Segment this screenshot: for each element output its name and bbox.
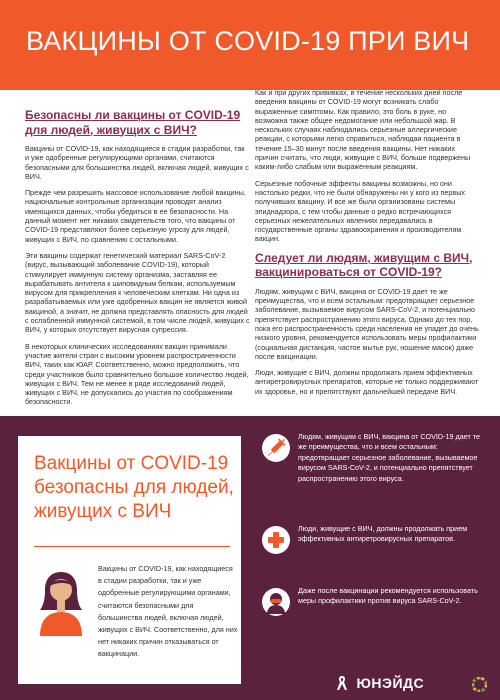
header-banner [0, 0, 500, 90]
panel-item-text: Даже после вакцинации рекомендуется использовать меры профилактики против вируса SARS-CoV-2. [298, 586, 478, 606]
unaids-logo [334, 674, 424, 694]
right-paragraph: Людям, живущим с ВИЧ, вакцина от COVID-19 дает те же преимущества, что и всем остальным: предотвращает серьезное заболевание, вызываемое вирусом SARS-CoV-2, и потенциально препятствует распространению этого вируса. Однако до тех пор, пока его распространенность среди населения не упадет до очень низкого уровня, рекомендуется использовать меры профилактики (социальная дистанция, частое мытье рук, ношение масок) даже после вакцинации. [255, 286, 479, 361]
summary-headline: Вакцины от COVID-19 безопасны для людей, живущих с ВИЧ [34, 453, 234, 522]
left-paragraph: Прежде чем разрешить массовое использование любой вакцины, национальные контрольные организации проводят анализ имеющихся данных, чтобы убедиться в ее безопасности. На данный момент нет никаких свидетельств того, что вакцины от COVID-19 представляют более серьезную угрозу для людей, живущих с ВИЧ, по сравнению с остальными. [25, 188, 246, 244]
summary-panel [0, 416, 500, 700]
panel-item [262, 432, 482, 512]
left-column [25, 108, 250, 414]
right-paragraph: Серьезные побочные эффекты вакцины возможны, но они настолько редки, что не были обнаружены ни у кого из первых получивших вакцину. И все же были организованы системы эпиднадзора, с тем чтобы данные о редко встречающихся серьезных нежелательных явлениях передавались в государственные органы здравоохранения и производителям вакцин. [255, 178, 465, 244]
panel-item [262, 586, 482, 626]
left-heading: Безопасны ли вакцины от COVID-19 для людей, живущих с ВИЧ? [25, 108, 241, 137]
page-title: ВАКЦИНЫ ОТ COVID-19 ПРИ ВИЧ [26, 26, 470, 56]
right-heading: Следует ли людям, живущим с ВИЧ, вакцинироваться от COVID-19? [255, 250, 473, 280]
right-paragraph: Люди, живущие с ВИЧ, должны продолжать прием эффективных антиретровирусных препаратов, которые не только поддерживают их здоровье, но и препятствуют дальнейшей передаче ВИЧ. [255, 368, 479, 396]
left-paragraph: Вакцины от COVID-19, как находящиеся в стадии разработки, так и уже одобренные регулирующими органами, считаются безопасными для большинства людей, включая людей, живущих с ВИЧ. [25, 144, 249, 181]
panel-item-text: Людям, живущим с ВИЧ, вакцина от COVID-19 дает те же преимущества, что и всем остальным: предотвращает серьезное заболевание, вызываемое вирусом SARS-CoV-2, и потенциально препятствует распространению этого вируса. [298, 432, 480, 483]
ribbon-icon [334, 675, 350, 691]
woman-icon [32, 566, 90, 636]
right-column [255, 88, 480, 403]
panel-item-text: Люди, живущие с ВИЧ, должны продолжать прием эффективных антиретровирусных препаратов. [298, 524, 468, 544]
divider [34, 546, 230, 547]
sdg-wheel-icon [472, 677, 487, 692]
panel-item [262, 524, 482, 574]
summary-card [18, 436, 241, 684]
left-paragraph: Эти вакцины содержат генетический материал SARS-CoV-2 (вирус, вызывающий заболевание COVID-19), который стимулирует иммунную систему организма, заставляя ее вырабатывать антитела к шиповидным белкам, используемым вирусом для прикрепления к человеческим клеткам. Ни одна из разрабатываемых или уже одобренных вакцин не является живой вакциной, а значит, не должна представлять опасность для людей с ослабленной иммунной системой, в том числе людей, живущих с ВИЧ, у которых отсутствует вирусная супрессия. [25, 250, 250, 335]
summary-text: Вакцины от COVID-19, как находящиеся в стадии разработки, так и уже одобренные регулирующими органами, считаются безопасными для большинства людей, включая людей, живущих с ВИЧ. Соответственно, для них нет никаких причин отказываться от вакцинации. [98, 564, 238, 659]
syringe-icon [262, 434, 290, 462]
pills-icon [262, 526, 290, 554]
right-paragraph: Как и при других прививках, в течение нескольких дней после введения вакцины от COVID-19 могут возникать слабо выраженные симптомы. Как правило, это боль в руке, но возможна также общее недомогание или небольшой жар. В нескольких случаях наблюдались серьезные аллергические реакции, с которыми легко справиться, наблюдая пациента в течение 15–30 минут после введения вакцины. Нет никаких причин считать, что люди, живущие с ВИЧ, больше подвержены каким-либо слабым или выраженным реакциям. [255, 88, 471, 172]
logo-wordmark: ЮНЭЙДС [356, 674, 425, 691]
left-paragraph: В некоторых клинических исследованиях вакцин принимали участие жители стран с высоким уровнем распространенности ВИЧ, таких как ЮАР. Соответственно, можно предположить, что среди участников было сравнительно большое количество людей, живущих с ВИЧ. Тем не менее в ряде исследований людей, живущих с ВИЧ, не допускались до участия по соображениям безопасности. [25, 341, 249, 407]
masked-person-icon [262, 588, 290, 616]
